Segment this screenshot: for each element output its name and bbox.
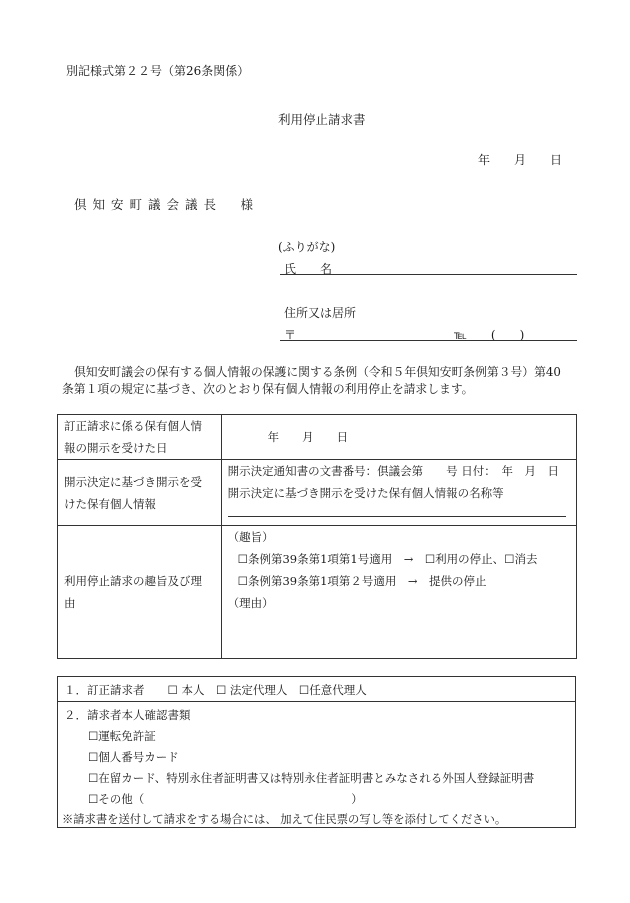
disclosed-info-value[interactable]: 開示決定通知書の文書番号：倶議会第 号 日付： 年 月 日 開示決定に基づき開示を受けた保有個人情報の名称等 bbox=[221, 460, 576, 526]
disclosed-info-underline bbox=[228, 516, 566, 517]
purpose-value[interactable]: （趣旨） ☐条例第39条第1項第1号適用 → ☐利用の停止、☐消去 ☐条例第39条第1項第２号適用 → 提供の停止 （理由） bbox=[221, 526, 576, 659]
form-number: 別記様式第２２号（第26条関係） bbox=[66, 64, 250, 78]
id-doc-license[interactable]: ☐運転免許証 bbox=[88, 729, 156, 743]
mail-note: ※請求書を送付して請求をする場合には、 加えて住民票の写し等を添付してください。 bbox=[62, 813, 507, 826]
id-doc-other[interactable]: ☐その他（ ） bbox=[88, 792, 363, 806]
address-underline[interactable] bbox=[280, 340, 577, 341]
tel-label: ℡ ( ) bbox=[454, 328, 525, 342]
table-row bbox=[58, 460, 577, 526]
table-row bbox=[58, 415, 577, 460]
purpose-option-1[interactable]: ☐条例第39条第1項第1号適用 → ☐利用の停止、☐消去 bbox=[237, 552, 538, 566]
received-date-label: 訂正請求に係る保有個人情 報の開示を受けた日 bbox=[58, 415, 222, 460]
postal-mark: 〒 bbox=[284, 328, 297, 342]
form-title: 利用停止請求書 bbox=[278, 112, 366, 127]
purpose-label: 利用停止請求の趣旨及び理 由 bbox=[58, 526, 222, 659]
purpose-option-2[interactable]: ☐条例第39条第1項第２号適用 → 提供の停止 bbox=[237, 574, 487, 588]
requester-box bbox=[57, 676, 576, 828]
disclosed-info-label: 開示決定に基づき開示を受 けた保有個人情報 bbox=[58, 460, 222, 526]
requester-type[interactable]: １．訂正請求者 ☐ 本人 ☐ 法定代理人 ☐任意代理人 bbox=[64, 683, 367, 697]
intro-text-line2: 条第１項の規定に基づき、次のとおり保有個人情報の利用停止を請求します。 bbox=[62, 382, 474, 396]
id-doc-residence-card[interactable]: ☐在留カード、特別永住者証明書又は特別永住者証明書とみなされる外国人登録証明書 bbox=[88, 771, 535, 785]
intro-text-line1: 倶知安町議会の保有する個人情報の保護に関する条例（令和５年倶知安町条例第３号）第40 bbox=[74, 365, 561, 379]
name-label: 氏 名 bbox=[284, 262, 333, 276]
id-docs-heading: ２．請求者本人確認書類 bbox=[64, 708, 191, 722]
request-table bbox=[57, 414, 577, 659]
received-date-value[interactable]: 年 月 日 bbox=[221, 415, 576, 460]
addressee: 倶知安町議会議長 様 bbox=[74, 197, 260, 212]
table-row bbox=[58, 526, 577, 659]
address-label: 住所又は居所 bbox=[284, 306, 357, 320]
date-field[interactable]: 年 月 日 bbox=[478, 153, 563, 167]
name-underline[interactable] bbox=[280, 274, 577, 275]
furigana-label: (ふりがな) bbox=[278, 240, 336, 254]
id-doc-mynumber[interactable]: ☐個人番号カード bbox=[88, 750, 179, 764]
